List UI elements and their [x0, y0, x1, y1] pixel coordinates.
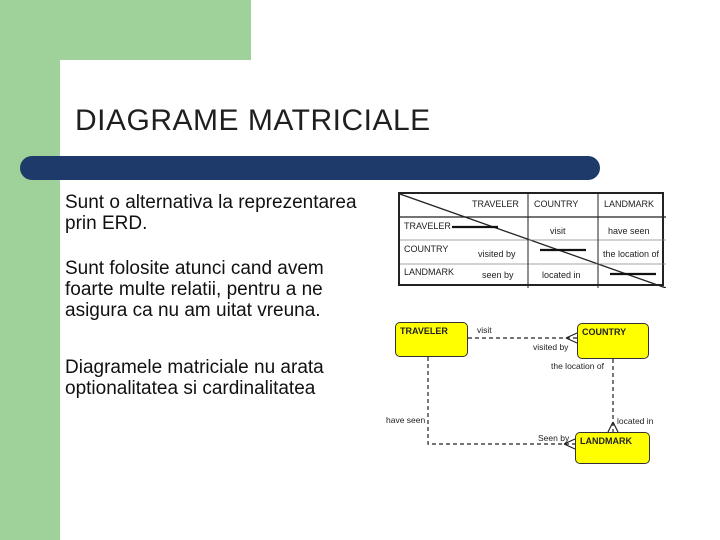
- entity-traveler: TRAVELER: [395, 322, 468, 357]
- entity-landmark: LANDMARK: [575, 432, 650, 464]
- relation-label: have seen: [386, 415, 426, 425]
- matrix-col-header: TRAVELER: [472, 199, 519, 209]
- matrix-cell: seen by: [482, 270, 514, 280]
- relation-label: Seen by: [538, 433, 570, 443]
- slide-title: DIAGRAME MATRICIALE: [75, 104, 431, 137]
- bullet-item: Sunt folosite atunci cand avem foarte multe relatii, pentru a ne asigura ca nu am uitat vreuna.: [65, 258, 324, 321]
- matrix-row-header: TRAVELER: [404, 221, 451, 231]
- bullet-item: Diagramele matriciale nu arata optionalitatea si cardinalitatea: [65, 357, 324, 399]
- relation-label: visit: [477, 325, 492, 335]
- matrix-row-header: LANDMARK: [404, 267, 455, 277]
- entity-country: COUNTRY: [577, 323, 649, 359]
- matrix-cell: the location of: [603, 249, 660, 259]
- matrix-col-header: LANDMARK: [604, 199, 655, 209]
- matrix-cell: have seen: [608, 226, 650, 236]
- relation-label: visited by: [533, 342, 569, 352]
- matrix-cell: located in: [542, 270, 581, 280]
- bullet-item: Sunt o alternativa la reprezentarea prin ERD.: [65, 192, 357, 234]
- matrix-col-header: COUNTRY: [534, 199, 579, 209]
- matrix-cell: visit: [550, 226, 566, 236]
- matrix-cell: visited by: [478, 249, 516, 259]
- relation-label: located in: [617, 416, 654, 426]
- matrix-row-header: COUNTRY: [404, 244, 449, 254]
- relation-label: the location of: [551, 361, 604, 371]
